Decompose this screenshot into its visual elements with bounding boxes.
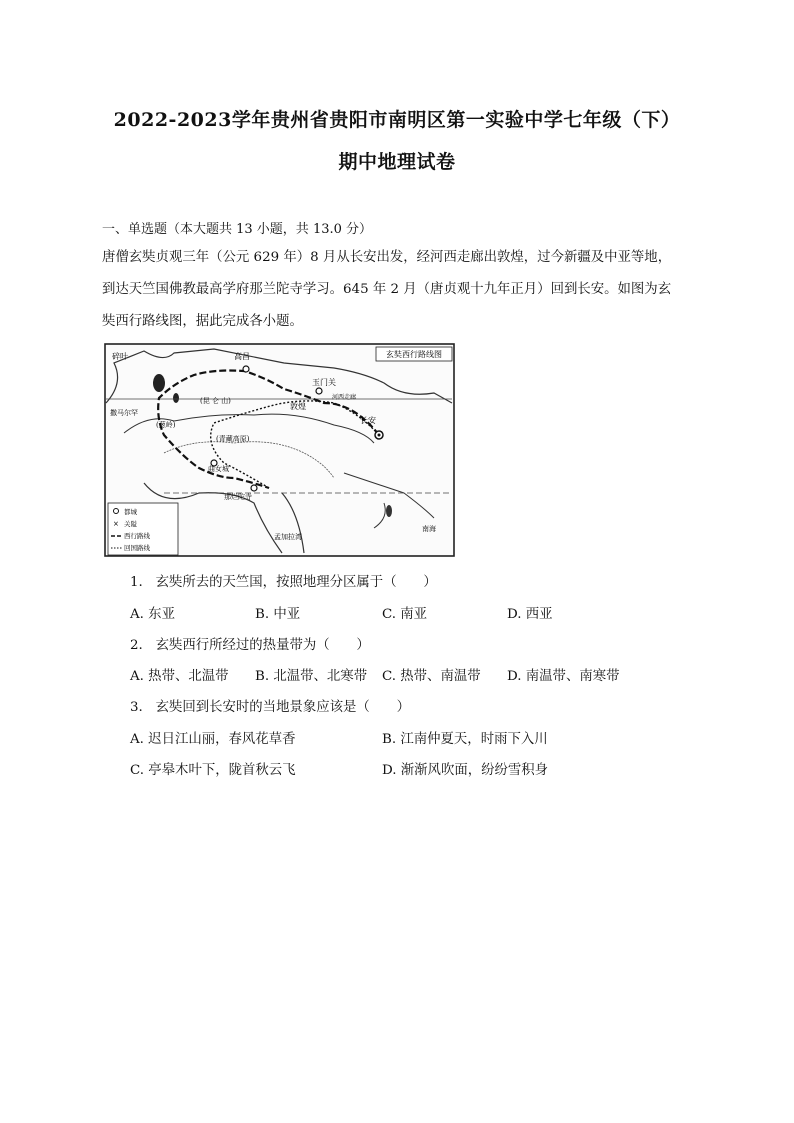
q2-option-b[interactable]: B. 北温带、北寒带 bbox=[255, 669, 368, 684]
legend-west-route: 西行路线 bbox=[124, 532, 150, 540]
legend-return-route: 回国路线 bbox=[124, 544, 150, 552]
q1-option-c[interactable]: C. 南亚 bbox=[382, 607, 428, 622]
label-mengjialaluo: 孟加拉湾 bbox=[274, 533, 302, 541]
label-hexi: 河西走廊 bbox=[332, 394, 357, 401]
intro-line: 到达天竺国佛教最高学府那兰陀寺学习。645 年 2 月（唐贞观十九年正月）回到长安。如图为玄 bbox=[102, 282, 672, 297]
question-1 bbox=[130, 571, 437, 590]
question-number: 2. bbox=[130, 638, 143, 653]
q3-option-b[interactable]: B. 江南仲夏天，时雨下入川 bbox=[382, 732, 548, 747]
intro-line: 唐僧玄奘贞观三年（公元 629 年）8 月从长安出发，经河西走廊出敦煌，过今新疆及中亚等地， bbox=[102, 250, 672, 265]
exam-title-line2: 期中地理试卷 bbox=[338, 151, 456, 173]
question-number: 1. bbox=[130, 575, 143, 590]
question-text: 玄奘西行所经过的热量带为（ ） bbox=[155, 638, 370, 653]
label-samarkand: 撒马尔罕 bbox=[110, 409, 138, 417]
question-3 bbox=[130, 696, 410, 715]
q2-option-d[interactable]: D. 南温带、南寒带 bbox=[507, 669, 620, 684]
q2-option-a[interactable]: A. 热带、北温带 bbox=[130, 669, 229, 684]
q1-option-a[interactable]: A. 东亚 bbox=[130, 607, 175, 622]
label-gaochang: 高昌 bbox=[234, 352, 250, 361]
label-nalanduo: 那烂陀寺 bbox=[224, 493, 252, 501]
question-text: 玄奘回到长安时的当地景象应该是（ ） bbox=[155, 700, 410, 715]
label-suiye: 碎叶 bbox=[112, 352, 128, 361]
q3-option-c[interactable]: C. 亭皋木叶下，陇首秋云飞 bbox=[130, 763, 296, 778]
label-nanhai: 南海 bbox=[422, 525, 436, 533]
label-qunv: 曲女城 bbox=[208, 465, 229, 473]
exam-title-line1: 2022-2023学年贵州省贵阳市南明区第一实验中学七年级（下） bbox=[113, 109, 681, 131]
label-kunlun: (昆 仑 山) bbox=[200, 397, 231, 405]
q1-option-b[interactable]: B. 中亚 bbox=[255, 607, 301, 622]
label-qinghai-tibet: (青藏高原) bbox=[216, 435, 250, 443]
intro-line: 奘西行路线图，据此完成各小题。 bbox=[102, 314, 303, 329]
question-2 bbox=[130, 634, 370, 653]
label-changan: 长安 bbox=[360, 416, 376, 425]
legend-city: 都城 bbox=[124, 508, 137, 516]
label-dunhuang: 敦煌 bbox=[290, 402, 306, 411]
legend-pass-marker: × bbox=[113, 520, 119, 528]
q2-option-c[interactable]: C. 热带、南温带 bbox=[382, 669, 481, 684]
question-text: 玄奘所去的天竺国，按照地理分区属于（ ） bbox=[155, 575, 437, 590]
question-number: 3. bbox=[130, 700, 143, 715]
q3-option-d[interactable]: D. 渐渐风吹面，纷纷雪积身 bbox=[382, 763, 549, 778]
section-header: 一、单选题（本大题共 13 小题，共 13.0 分） bbox=[102, 222, 373, 237]
q1-option-d[interactable]: D. 西亚 bbox=[507, 607, 553, 622]
legend-pass: 关隘 bbox=[124, 520, 137, 528]
q3-option-a[interactable]: A. 迟日江山丽，春风花草香 bbox=[130, 732, 296, 747]
map-title: 玄奘西行路线图 bbox=[386, 350, 442, 359]
intro-paragraph bbox=[102, 242, 694, 338]
label-pamir: (葱岭) bbox=[156, 421, 176, 429]
xuanzang-route-map bbox=[104, 343, 455, 557]
label-yumenguan: 玉门关 bbox=[312, 378, 336, 387]
